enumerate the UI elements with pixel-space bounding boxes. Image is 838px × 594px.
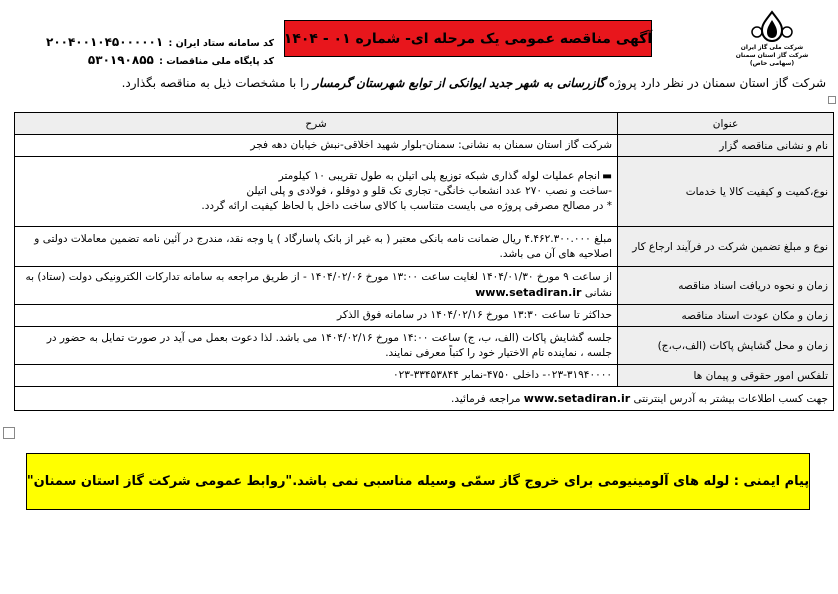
row-title: زمان و نحوه دریافت اسناد مناقصه	[618, 267, 834, 305]
row-title: نوع،کمیت و کیفیت کالا یا خدمات	[618, 157, 834, 227]
row-desc	[15, 157, 618, 227]
scope-line-2: -ساخت و نصب ۲۷۰ عدد انشعاب خانگی- تجاری تک قلو و دوقلو ، فولادی و پلی اتیلن	[246, 185, 612, 197]
tender-title: آگهی مناقصه عمومی یک مرحله ای- شماره ۰۱ - ۱۴۰۴	[284, 20, 652, 57]
row-title: زمان و محل گشایش پاکات (الف،ب،ج)	[618, 327, 834, 365]
row-title: زمان و مکان عودت اسناد مناقصه	[618, 305, 834, 327]
table-row	[15, 227, 834, 267]
bullet-icon: ▬	[602, 170, 612, 182]
row-desc: مبلغ ۴.۴۶۲.۳۰۰.۰۰۰ ریال ضمانت نامه بانکی معتبر ( به غیر از بانک پاسارگاد ) یا وجه نقد، مندرج در آئین نامه تضمین معاملات دولتی و اصلاحیه های آن می باشد.	[15, 227, 618, 267]
row-title: تلفکس امور حقوقی و پیمان ها	[618, 365, 834, 387]
row-desc: جلسه گشایش پاکات (الف، ب، ج) ساعت ۱۴:۰۰ مورخ ۱۴۰۴/۰۲/۱۶ می باشد. لذا دعوت بعمل می آید در صورت تمایل به حضور در جلسه ، نماینده تام الاختیار خود را کتباً معرفی نمایند.	[15, 327, 618, 365]
setad-code-label: کد سامانه ستاد ایران :	[168, 38, 274, 49]
table-footer-row	[15, 387, 834, 411]
row-title: نوع و مبلغ تضمین شرکت در فرآیند ارجاع کار	[618, 227, 834, 267]
row-desc: شرکت گاز استان سمنان به نشانی: سمنان-بلوار شهید اخلاقی-نبش خیابان دهه فجر	[15, 135, 618, 157]
setad-code-value: ۲۰۰۴۰۰۱۰۴۵۰۰۰۰۰۱	[46, 35, 164, 49]
corner-checkbox	[3, 427, 15, 439]
table-row	[15, 305, 834, 327]
safety-message: پیام ایمنی : لوله های آلومینیومی برای خروج گاز سمّی وسیله مناسبی نمی باشد."روابط عمومی شرکت گاز استان سمنان"	[26, 453, 810, 510]
setad-code-row	[46, 34, 274, 52]
row-desc: ۰۲۳-۳۱۹۴۰۰۰۰- داخلی ۴۷۵۰-نمابر ۳۳۴۵۳۸۴۴-۰۲۳	[15, 365, 618, 387]
footer-before: جهت کسب اطلاعات بیشتر به آدرس اینترنتی	[633, 393, 828, 405]
scope-line-3: * در مصالح مصرفی پروژه می بایست متناسب با کالای ساخت داخل با لحاظ کیفیت ارائه گردد.	[201, 200, 612, 212]
gas-flame-icon	[749, 10, 795, 44]
table-header-row	[15, 113, 834, 135]
table-row	[15, 327, 834, 365]
table-row	[15, 157, 834, 227]
row-desc: حداکثر تا ساعت ۱۳:۳۰ مورخ ۱۴۰۴/۰۲/۱۶ در سامانه فوق الذکر	[15, 305, 618, 327]
row-desc	[15, 267, 618, 305]
logo-line-1: شرکت ملی گاز ایران	[740, 44, 804, 51]
header-desc-cell: شرح	[15, 113, 618, 135]
national-code-row	[54, 52, 274, 70]
footer-after: مراجعه فرمائید.	[451, 393, 521, 405]
scope-line-1-text: انجام عملیات لوله گذاری شبکه توزیع پلی اتیلن به طول تقریبی ۱۰ کیلومتر	[278, 170, 600, 182]
intro-project: گازرسانی به شهر جدید ایوانکی از توابع شهرستان گرمسار	[313, 76, 605, 90]
documents-desc: از ساعت ۹ مورخ ۱۴۰۴/۰۱/۳۰ لغایت ساعت ۱۳:۰۰ مورخ ۱۴۰۴/۰۲/۰۶ - از طریق مراجعه به سامانه تدارکات الکترونیکی دولت (ستاد) به نشانی	[25, 271, 612, 299]
national-code-value: ۵۳۰۱۹۰۸۵۵	[87, 53, 154, 67]
scope-line-1	[20, 169, 612, 184]
footer-cell	[15, 387, 834, 411]
tender-table	[14, 112, 834, 411]
row-title: نام و نشانی مناقصه گزار	[618, 135, 834, 157]
corner-marker	[828, 96, 836, 104]
logo-line-2: شرکت گاز استان سمنان	[735, 52, 809, 59]
company-logo	[718, 10, 826, 72]
table-row	[15, 267, 834, 305]
setad-link[interactable]: www.setadiran.ir	[475, 286, 582, 299]
national-code-label: کد پایگاه ملی مناقصات :	[159, 56, 274, 67]
header-title-cell: عنوان	[618, 113, 834, 135]
tender-codes	[46, 34, 274, 70]
footer-link[interactable]: www.setadiran.ir	[523, 392, 631, 405]
table-row	[15, 135, 834, 157]
intro-paragraph	[12, 76, 826, 90]
intro-after: را با مشخصات ذیل به مناقصه بگذارد.	[121, 76, 314, 90]
logo-line-3: (سهامی خاص)	[749, 60, 795, 67]
intro-before: شرکت گاز استان سمنان در نظر دارد پروژه	[604, 76, 826, 90]
table-row	[15, 365, 834, 387]
